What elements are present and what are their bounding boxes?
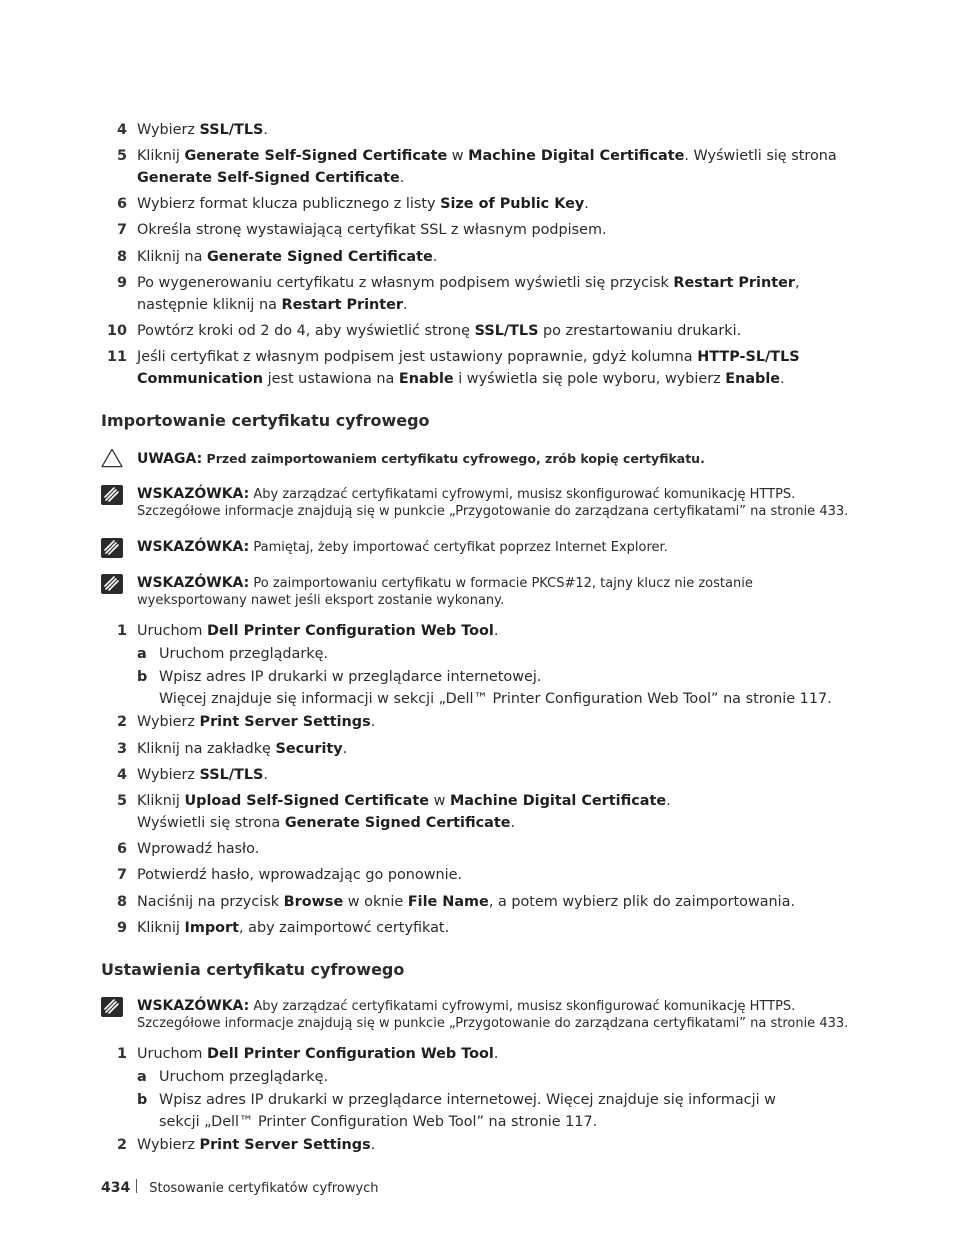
page-footer [101, 1178, 379, 1199]
tip-note [101, 538, 861, 560]
tip-text: WSKAZÓWKA: Aby zarządzać certyfikatami cyfrowymi, musisz skonfigurować komunikację HTTPS. Szczegółowe informacje znajdują się w punkcie „Przygotowanie do zarządzana certyfikatami” na stronie 433. [137, 486, 849, 519]
pencil-note-icon [101, 538, 123, 558]
step-number: 4 [116, 767, 127, 783]
step-text: Jeśli certyfikat z własnym podpisem jest ustawiony poprawnie, gdyż kolumna HTTP-SL/TLS Communication jest ustawiona na Enable i wyświetla się pole wyboru, wybierz Enable. [137, 349, 800, 387]
caution-icon [101, 448, 123, 468]
step-number: 7 [116, 222, 127, 238]
substep-letter: b [137, 1092, 148, 1108]
step-number: 7 [116, 867, 127, 883]
step-text: Kliknij na Generate Signed Certificate. [137, 249, 438, 265]
step-text: Uruchom Dell Printer Configuration Web Tool. [137, 623, 499, 639]
section-heading-settings: Ustawienia certyfikatu cyfrowego [101, 960, 405, 979]
step-number: 8 [116, 894, 127, 910]
section-heading-import: Importowanie certyfikatu cyfrowego [101, 411, 430, 430]
caution-text: UWAGA: Przed zaimportowaniem certyfikatu cyfrowego, zrób kopię certyfikatu. [137, 451, 705, 467]
substep-text: Uruchom przeglądarkę. [159, 646, 329, 662]
step-text: Wybierz Print Server Settings. [137, 714, 376, 730]
step-number: 2 [116, 714, 127, 730]
step-text: Po wygenerowaniu certyfikatu z własnym podpisem wyświetli się przycisk Restart Printer, następnie kliknij na Restart Printer. [137, 275, 800, 313]
substep-text: Wpisz adres IP drukarki w przeglądarce internetowej. Więcej znajduje się informacji w sekcji „Dell™ Printer Configuration Web Tool” na stronie 117. [159, 669, 832, 707]
pencil-note-icon [101, 485, 123, 505]
pencil-note-icon [101, 574, 123, 594]
step-number: 5 [116, 793, 127, 809]
step-number: 9 [116, 275, 127, 291]
tip-note [101, 485, 861, 521]
step-number: 3 [116, 741, 127, 757]
tip-note [101, 997, 861, 1033]
step-number: 6 [116, 196, 127, 212]
step-text: Wprowadź hasło. [137, 841, 260, 857]
tip-text: WSKAZÓWKA: Po zaimportowaniu certyfikatu w formacie PKCS#12, tajny klucz nie zostanie wyeksportowany nawet jeśli eksport zostanie wykonany. [137, 575, 753, 608]
step-number: 11 [106, 349, 127, 365]
step-number: 6 [116, 841, 127, 857]
step-text: Potwierdź hasło, wprowadzając go ponownie. [137, 867, 463, 883]
footer-divider [136, 1179, 137, 1193]
step-text: Kliknij Generate Self-Signed Certificate w Machine Digital Certificate. Wyświetli się strona Generate Self-Signed Certificate. [137, 148, 837, 186]
step-number: 1 [116, 623, 127, 639]
step-text: Wybierz SSL/TLS. [137, 122, 268, 138]
substep-letter: b [137, 669, 148, 685]
tip-text: WSKAZÓWKA: Aby zarządzać certyfikatami cyfrowymi, musisz skonfigurować komunikację HTTPS. Szczegółowe informacje znajdują się w punkcie „Przygotowanie do zarządzana certyfikatami” na stronie 433. [137, 998, 849, 1031]
step-text: Wybierz format klucza publicznego z listy Size of Public Key. [137, 196, 589, 212]
step-number: 10 [106, 323, 127, 339]
step-text: Powtórz kroki od 2 do 4, aby wyświetlić stronę SSL/TLS po zrestartowaniu drukarki. [137, 323, 742, 339]
step-number: 2 [116, 1137, 127, 1153]
page-number: 434 [101, 1180, 131, 1196]
substep-letter: a [137, 646, 147, 662]
step-text: Kliknij Import, aby zaimportowć certyfikat. [137, 920, 450, 936]
step-number: 5 [116, 148, 127, 164]
step-text: Uruchom Dell Printer Configuration Web Tool. [137, 1046, 499, 1062]
step-text: Określa stronę wystawiającą certyfikat SSL z własnym podpisem. [137, 222, 607, 238]
substep-text: Uruchom przeglądarkę. [159, 1069, 329, 1085]
step-text: Wybierz Print Server Settings. [137, 1137, 376, 1153]
footer-title: Stosowanie certyfikatów cyfrowych [149, 1181, 379, 1196]
pencil-note-icon [101, 997, 123, 1017]
step-number: 4 [116, 122, 127, 138]
substep-letter: a [137, 1069, 147, 1085]
step-text: Wybierz SSL/TLS. [137, 767, 268, 783]
caution-note [101, 448, 861, 472]
step-number: 1 [116, 1046, 127, 1062]
step-text: Kliknij na zakładkę Security. [137, 741, 348, 757]
step-number: 9 [116, 920, 127, 936]
step-text: Kliknij Upload Self-Signed Certificate w Machine Digital Certificate. Wyświetli się strona Generate Signed Certificate. [137, 793, 671, 831]
tip-note [101, 574, 861, 610]
step-text: Naciśnij na przycisk Browse w oknie File Name, a potem wybierz plik do zaimportowania. [137, 894, 796, 910]
tip-text: WSKAZÓWKA: Pamiętaj, żeby importować certyfikat poprzez Internet Explorer. [137, 539, 668, 555]
step-number: 8 [116, 249, 127, 265]
substep-text: Wpisz adres IP drukarki w przeglądarce internetowej. Więcej znajduje się informacji w sekcji „Dell™ Printer Configuration Web Tool” na stronie 117. [159, 1092, 776, 1130]
